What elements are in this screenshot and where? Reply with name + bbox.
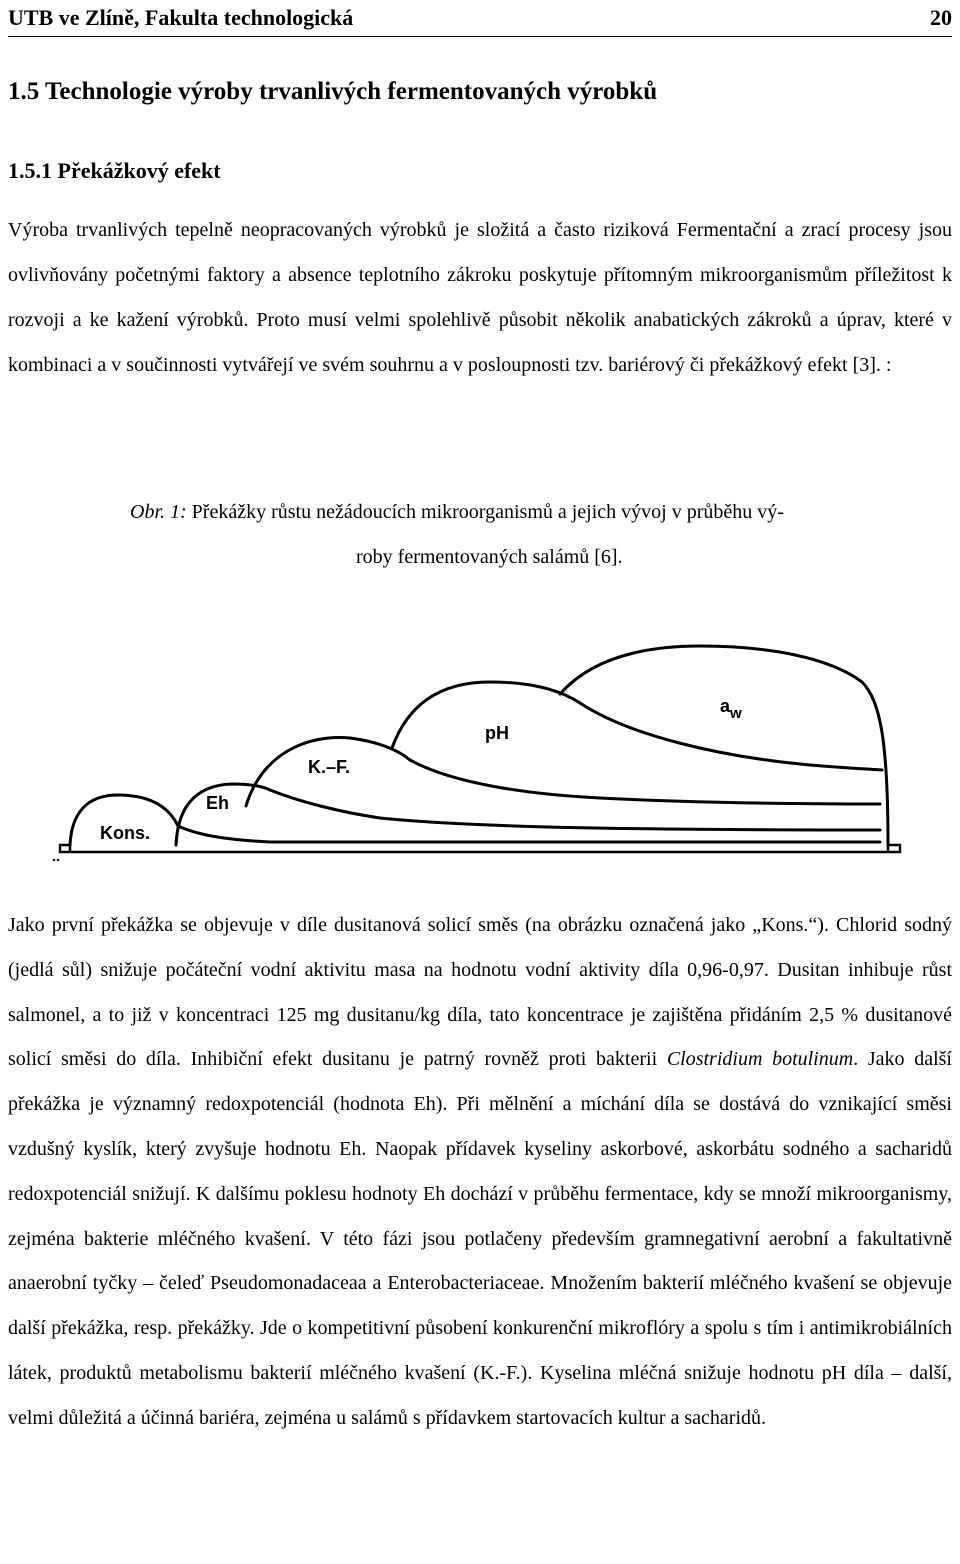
page-header	[8, 0, 952, 37]
aw-subscript: w	[730, 705, 742, 722]
header-institution: UTB ve Zlíně, Fakulta technologická	[8, 5, 354, 30]
hurdle-trail-kf	[410, 760, 880, 804]
hurdle-label-kons: Kons.	[100, 823, 151, 843]
body-paragraph	[8, 903, 952, 1441]
bacteria-name: Clostridium botulinum	[666, 1048, 854, 1071]
body-text-part-2: . Jako další překážka je významný redoxpotenciál (hodnota Eh). Při mělnění a míchání díla se dostává do vznikající směsi vzdušný kyslík, který zvyšuje hodnotu Eh. Naopak přídavek kyseliny askorbové, askorbátu sodného a sacharidů redoxpotenciál snižují. K dalšímu poklesu hodnoty Eh dochází v průběhu fermentace, kdy se množí mikroorganismy, zejména bakterie mléčného kvašení. V této fázi jsou potlačeny především gramnegativní aerobní a fakultativně anaerobní tyčky – čeleď Pseudomonadaceaa a Enterobacteriaceae. Množením bakterií mléčného kvašení se objevuje další překážka, resp. překážky. Jde o kompetitivní působení konkurenční mikroflóry a spolu s tím i antimikrobiálních látek, produktů metabolismu bakterií mléčného kvašení (K.-F.). Kyselina mléčná snižuje hodnotu pH díla – další, velmi důležitá a účinná bariéra, zejména u salámů s přídavkem startovacích kultur a sacharidů.	[8, 1048, 952, 1429]
caption-line-2: roby fermentovaných salámů [6].	[356, 546, 623, 568]
hurdle-label-eh: Eh	[206, 793, 230, 813]
hurdle-label-ph: pH	[485, 723, 509, 743]
page-number: 20	[930, 5, 952, 30]
caption-line-1: Překážky růstu nežádoucích mikroorganismů a jejich vývoj v průběhu vý-	[186, 501, 784, 523]
hurdle-label-aw	[720, 696, 742, 722]
caption-label: Obr. 1:	[130, 501, 187, 523]
section-heading: 1.5 Technologie výroby trvanlivých fermentovaných výrobků	[8, 78, 658, 105]
subsection-heading: 1.5.1 Překážkový efekt	[8, 158, 221, 183]
baseline	[60, 845, 900, 852]
hurdle-curve-aw	[560, 646, 888, 845]
aw-main: a	[720, 696, 731, 716]
body-text-part-1: Jako první překážka se objevuje v díle dusitanová solicí směs (na obrázku označená jako „Kons.“). Chlorid sodný (jedlá sůl) snižuje počáteční vodní aktivitu masa na hodnotu vodní aktivity díla 0,96-0,97. Dusitan inhibuje růst salmonel, a to již v koncentraci 125 mg dusitanu/kg díla, tato koncentrace je zajištěna přidáním 2,5 % dusitanové solicí směsi do díla. Inhibiční efekt dusitanu je patrný rovněž proti bakterii	[8, 914, 952, 1071]
intro-paragraph: Výroba trvanlivých tepelně neopracovaných výrobků je složitá a často riziková Fermentační a zrací procesy jsou ovlivňovány početnými faktory a absence teplotního zákroku poskytuje přítomným mikroorganismům příležitost k rozvoji a ke kažení výrobků. Proto musí velmi spolehlivě působit několik anabatických zákroků a úprav, které v kombinaci a v součinnosti vytvářejí ve svém souhrnu a v posloupnosti tzv. bariérový či překážkový efekt [3]. :	[8, 219, 952, 376]
hurdle-label-kf: K.–F.	[308, 757, 351, 777]
hurdle-effect-diagram	[0, 590, 960, 890]
figure-caption	[130, 490, 952, 580]
